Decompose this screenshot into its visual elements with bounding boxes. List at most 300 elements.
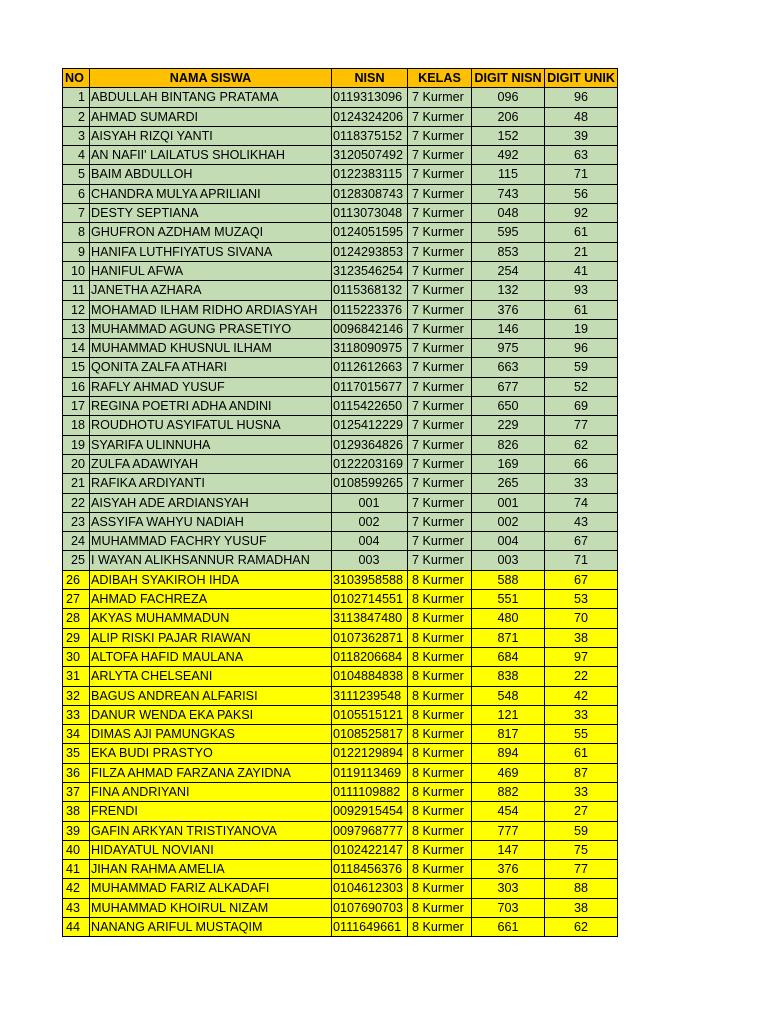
cell-no[interactable]: 44 xyxy=(63,918,90,937)
cell-nama-siswa[interactable]: AKYAS MUHAMMADUN xyxy=(90,609,332,628)
cell-digit-unik[interactable]: 21 xyxy=(545,242,618,261)
table-row xyxy=(63,416,618,435)
cell-digit-unik[interactable]: 77 xyxy=(545,860,618,879)
cell-digit-nisn[interactable]: 480 xyxy=(472,609,545,628)
cell-no[interactable]: 30 xyxy=(63,647,90,666)
cell-digit-nisn[interactable]: 376 xyxy=(472,300,545,319)
cell-kelas[interactable]: 7 Kurmer xyxy=(408,551,472,570)
cell-digit-unik[interactable]: 48 xyxy=(545,107,618,126)
cell-kelas[interactable]: 7 Kurmer xyxy=(408,454,472,473)
cell-nama-siswa[interactable]: ZULFA ADAWIYAH xyxy=(90,454,332,473)
cell-nisn[interactable]: 0124051595 xyxy=(332,223,408,242)
table-row xyxy=(63,744,618,763)
cell-digit-nisn[interactable]: 152 xyxy=(472,126,545,145)
cell-nama-siswa[interactable]: FINA ANDRIYANI xyxy=(90,782,332,801)
cell-nama-siswa[interactable]: ROUDHOTU ASYIFATUL HUSNA xyxy=(90,416,332,435)
cell-digit-nisn[interactable]: 115 xyxy=(472,165,545,184)
cell-no[interactable]: 4 xyxy=(63,146,90,165)
cell-no[interactable]: 26 xyxy=(63,570,90,589)
cell-nisn[interactable]: 0102422147 xyxy=(332,840,408,859)
cell-no[interactable]: 6 xyxy=(63,184,90,203)
cell-no[interactable]: 27 xyxy=(63,590,90,609)
cell-kelas[interactable]: 7 Kurmer xyxy=(408,493,472,512)
table-row xyxy=(63,126,618,145)
cell-nisn[interactable]: 0128308743 xyxy=(332,184,408,203)
cell-digit-unik[interactable]: 67 xyxy=(545,570,618,589)
cell-no[interactable]: 12 xyxy=(63,300,90,319)
table-row xyxy=(63,261,618,280)
cell-kelas[interactable]: 7 Kurmer xyxy=(408,184,472,203)
cell-no[interactable]: 33 xyxy=(63,705,90,724)
cell-nama-siswa[interactable]: MUHAMMAD FARIZ ALKADAFI xyxy=(90,879,332,898)
cell-digit-nisn[interactable]: 169 xyxy=(472,454,545,473)
cell-digit-unik[interactable]: 92 xyxy=(545,204,618,223)
cell-kelas[interactable]: 7 Kurmer xyxy=(408,512,472,531)
cell-no[interactable]: 20 xyxy=(63,454,90,473)
cell-nama-siswa[interactable]: MUHAMMAD KHOIRUL NIZAM xyxy=(90,898,332,917)
cell-no[interactable]: 42 xyxy=(63,879,90,898)
cell-no[interactable]: 1 xyxy=(63,88,90,107)
cell-no[interactable]: 21 xyxy=(63,474,90,493)
table-row xyxy=(63,898,618,917)
cell-kelas[interactable]: 7 Kurmer xyxy=(408,107,472,126)
cell-no[interactable]: 11 xyxy=(63,281,90,300)
cell-nama-siswa[interactable]: CHANDRA MULYA APRILIANI xyxy=(90,184,332,203)
cell-digit-unik[interactable]: 97 xyxy=(545,647,618,666)
table-row xyxy=(63,840,618,859)
cell-digit-nisn[interactable]: 096 xyxy=(472,88,545,107)
cell-nisn[interactable]: 004 xyxy=(332,532,408,551)
cell-nisn[interactable]: 0119313096 xyxy=(332,88,408,107)
cell-no[interactable]: 9 xyxy=(63,242,90,261)
cell-nama-siswa[interactable]: ASSYIFA WAHYU NADIAH xyxy=(90,512,332,531)
cell-kelas[interactable]: 8 Kurmer xyxy=(408,763,472,782)
cell-nama-siswa[interactable]: EKA BUDI PRASTYO xyxy=(90,744,332,763)
cell-nisn[interactable]: 0097968777 xyxy=(332,821,408,840)
cell-nama-siswa[interactable]: BAIM ABDULLOH xyxy=(90,165,332,184)
cell-digit-unik[interactable]: 19 xyxy=(545,319,618,338)
table-row xyxy=(63,397,618,416)
cell-kelas[interactable]: 7 Kurmer xyxy=(408,358,472,377)
cell-digit-nisn[interactable]: 871 xyxy=(472,628,545,647)
cell-digit-unik[interactable]: 41 xyxy=(545,261,618,280)
cell-digit-nisn[interactable]: 454 xyxy=(472,802,545,821)
cell-no[interactable]: 10 xyxy=(63,261,90,280)
cell-digit-nisn[interactable]: 147 xyxy=(472,840,545,859)
cell-nisn[interactable]: 0105515121 xyxy=(332,705,408,724)
cell-digit-nisn[interactable]: 492 xyxy=(472,146,545,165)
cell-nisn[interactable]: 3113847480 xyxy=(332,609,408,628)
cell-nama-siswa[interactable]: DANUR WENDA EKA PAKSI xyxy=(90,705,332,724)
table-row xyxy=(63,686,618,705)
table-row xyxy=(63,570,618,589)
cell-no[interactable]: 24 xyxy=(63,532,90,551)
table-row xyxy=(63,146,618,165)
cell-no[interactable]: 43 xyxy=(63,898,90,917)
table-row xyxy=(63,782,618,801)
cell-digit-unik[interactable]: 55 xyxy=(545,725,618,744)
cell-nama-siswa[interactable]: AISYAH ADE ARDIANSYAH xyxy=(90,493,332,512)
cell-digit-unik[interactable]: 22 xyxy=(545,667,618,686)
cell-kelas[interactable]: 7 Kurmer xyxy=(408,281,472,300)
cell-no[interactable]: 39 xyxy=(63,821,90,840)
table-row xyxy=(63,918,618,937)
cell-no[interactable]: 18 xyxy=(63,416,90,435)
cell-kelas[interactable]: 7 Kurmer xyxy=(408,416,472,435)
cell-no[interactable]: 40 xyxy=(63,840,90,859)
cell-kelas[interactable]: 8 Kurmer xyxy=(408,898,472,917)
cell-no[interactable]: 7 xyxy=(63,204,90,223)
cell-nisn[interactable]: 3120507492 xyxy=(332,146,408,165)
cell-nama-siswa[interactable]: AHMAD SUMARDI xyxy=(90,107,332,126)
cell-kelas[interactable]: 8 Kurmer xyxy=(408,590,472,609)
cell-digit-nisn[interactable]: 001 xyxy=(472,493,545,512)
cell-digit-unik[interactable]: 38 xyxy=(545,898,618,917)
cell-digit-unik[interactable]: 33 xyxy=(545,474,618,493)
cell-kelas[interactable]: 7 Kurmer xyxy=(408,397,472,416)
cell-digit-unik[interactable]: 87 xyxy=(545,763,618,782)
cell-no[interactable]: 19 xyxy=(63,435,90,454)
table-row xyxy=(63,184,618,203)
cell-kelas[interactable]: 8 Kurmer xyxy=(408,667,472,686)
cell-nisn[interactable]: 0107690703 xyxy=(332,898,408,917)
cell-digit-nisn[interactable]: 146 xyxy=(472,319,545,338)
cell-no[interactable]: 2 xyxy=(63,107,90,126)
cell-kelas[interactable]: 7 Kurmer xyxy=(408,532,472,551)
header-digit-nisn[interactable]: DIGIT NISN xyxy=(472,69,545,88)
cell-no[interactable]: 23 xyxy=(63,512,90,531)
cell-nama-siswa[interactable]: GHUFRON AZDHAM MUZAQI xyxy=(90,223,332,242)
cell-digit-unik[interactable]: 75 xyxy=(545,840,618,859)
cell-nisn[interactable]: 001 xyxy=(332,493,408,512)
cell-digit-nisn[interactable]: 002 xyxy=(472,512,545,531)
table-row xyxy=(63,705,618,724)
cell-digit-nisn[interactable]: 677 xyxy=(472,377,545,396)
cell-no[interactable]: 5 xyxy=(63,165,90,184)
cell-nama-siswa[interactable]: MUHAMMAD AGUNG PRASETIYO xyxy=(90,319,332,338)
cell-nisn[interactable]: 003 xyxy=(332,551,408,570)
cell-kelas[interactable]: 8 Kurmer xyxy=(408,744,472,763)
cell-nama-siswa[interactable]: HANIFUL AFWA xyxy=(90,261,332,280)
header-no[interactable]: NO xyxy=(63,69,90,88)
cell-nisn[interactable]: 0122129894 xyxy=(332,744,408,763)
cell-digit-unik[interactable]: 61 xyxy=(545,744,618,763)
cell-nisn[interactable]: 0111109882 xyxy=(332,782,408,801)
cell-digit-unik[interactable]: 96 xyxy=(545,88,618,107)
cell-kelas[interactable]: 7 Kurmer xyxy=(408,435,472,454)
cell-digit-unik[interactable]: 59 xyxy=(545,358,618,377)
cell-digit-nisn[interactable]: 826 xyxy=(472,435,545,454)
cell-no[interactable]: 16 xyxy=(63,377,90,396)
table-body xyxy=(63,88,618,937)
cell-kelas[interactable]: 8 Kurmer xyxy=(408,570,472,589)
cell-nisn[interactable]: 0104884838 xyxy=(332,667,408,686)
cell-digit-unik[interactable]: 33 xyxy=(545,705,618,724)
cell-digit-nisn[interactable]: 003 xyxy=(472,551,545,570)
cell-no[interactable]: 15 xyxy=(63,358,90,377)
header-nisn[interactable]: NISN xyxy=(332,69,408,88)
cell-nama-siswa[interactable]: QONITA ZALFA ATHARI xyxy=(90,358,332,377)
cell-nama-siswa[interactable]: AN NAFII' LAILATUS SHOLIKHAH xyxy=(90,146,332,165)
cell-nisn[interactable]: 0107362871 xyxy=(332,628,408,647)
cell-kelas[interactable]: 7 Kurmer xyxy=(408,223,472,242)
cell-digit-nisn[interactable]: 853 xyxy=(472,242,545,261)
cell-kelas[interactable]: 8 Kurmer xyxy=(408,860,472,879)
cell-nisn[interactable]: 3118090975 xyxy=(332,339,408,358)
cell-no[interactable]: 29 xyxy=(63,628,90,647)
cell-nama-siswa[interactable]: AISYAH RIZQI YANTI xyxy=(90,126,332,145)
cell-digit-nisn[interactable]: 975 xyxy=(472,339,545,358)
cell-digit-nisn[interactable]: 838 xyxy=(472,667,545,686)
cell-digit-nisn[interactable]: 661 xyxy=(472,918,545,937)
cell-digit-nisn[interactable]: 265 xyxy=(472,474,545,493)
cell-no[interactable]: 8 xyxy=(63,223,90,242)
cell-no[interactable]: 41 xyxy=(63,860,90,879)
cell-nisn[interactable]: 0113073048 xyxy=(332,204,408,223)
cell-kelas[interactable]: 7 Kurmer xyxy=(408,319,472,338)
cell-digit-nisn[interactable]: 469 xyxy=(472,763,545,782)
cell-no[interactable]: 37 xyxy=(63,782,90,801)
table-row xyxy=(63,628,618,647)
cell-digit-unik[interactable]: 93 xyxy=(545,281,618,300)
cell-nisn[interactable]: 0129364826 xyxy=(332,435,408,454)
cell-kelas[interactable]: 7 Kurmer xyxy=(408,165,472,184)
cell-nisn[interactable]: 0122203169 xyxy=(332,454,408,473)
cell-digit-unik[interactable]: 62 xyxy=(545,435,618,454)
cell-nisn[interactable]: 0122383115 xyxy=(332,165,408,184)
cell-digit-unik[interactable]: 69 xyxy=(545,397,618,416)
cell-nisn[interactable]: 0115368132 xyxy=(332,281,408,300)
table-row xyxy=(63,590,618,609)
table-row xyxy=(63,377,618,396)
cell-digit-nisn[interactable]: 743 xyxy=(472,184,545,203)
table-row xyxy=(63,435,618,454)
cell-nama-siswa[interactable]: I WAYAN ALIKHSANNUR RAMADHAN xyxy=(90,551,332,570)
cell-digit-unik[interactable]: 66 xyxy=(545,454,618,473)
cell-no[interactable]: 34 xyxy=(63,725,90,744)
cell-nisn[interactable]: 0108599265 xyxy=(332,474,408,493)
cell-nisn[interactable]: 0118206684 xyxy=(332,647,408,666)
table-row xyxy=(63,165,618,184)
cell-digit-nisn[interactable]: 703 xyxy=(472,898,545,917)
cell-digit-unik[interactable]: 74 xyxy=(545,493,618,512)
cell-nama-siswa[interactable]: AHMAD FACHREZA xyxy=(90,590,332,609)
cell-digit-unik[interactable]: 53 xyxy=(545,590,618,609)
cell-nama-siswa[interactable]: MUHAMMAD KHUSNUL ILHAM xyxy=(90,339,332,358)
cell-nisn[interactable]: 3111239548 xyxy=(332,686,408,705)
cell-nama-siswa[interactable]: MOHAMAD ILHAM RIDHO ARDIASYAH xyxy=(90,300,332,319)
cell-nama-siswa[interactable]: ADIBAH SYAKIROH IHDA xyxy=(90,570,332,589)
cell-no[interactable]: 22 xyxy=(63,493,90,512)
cell-kelas[interactable]: 7 Kurmer xyxy=(408,300,472,319)
cell-digit-unik[interactable]: 38 xyxy=(545,628,618,647)
cell-digit-unik[interactable]: 61 xyxy=(545,300,618,319)
cell-nisn[interactable]: 0112612663 xyxy=(332,358,408,377)
cell-kelas[interactable]: 8 Kurmer xyxy=(408,705,472,724)
header-kelas[interactable]: KELAS xyxy=(408,69,472,88)
cell-kelas[interactable]: 7 Kurmer xyxy=(408,377,472,396)
cell-digit-unik[interactable]: 70 xyxy=(545,609,618,628)
cell-nama-siswa[interactable]: JIHAN RAHMA AMELIA xyxy=(90,860,332,879)
cell-no[interactable]: 14 xyxy=(63,339,90,358)
cell-kelas[interactable]: 7 Kurmer xyxy=(408,88,472,107)
cell-no[interactable]: 35 xyxy=(63,744,90,763)
cell-kelas[interactable]: 7 Kurmer xyxy=(408,474,472,493)
cell-digit-nisn[interactable]: 777 xyxy=(472,821,545,840)
cell-kelas[interactable]: 8 Kurmer xyxy=(408,782,472,801)
table-row xyxy=(63,667,618,686)
cell-nisn[interactable]: 0124324206 xyxy=(332,107,408,126)
cell-digit-unik[interactable]: 63 xyxy=(545,146,618,165)
cell-nama-siswa[interactable]: REGINA POETRI ADHA ANDINI xyxy=(90,397,332,416)
cell-kelas[interactable]: 7 Kurmer xyxy=(408,126,472,145)
cell-nisn[interactable]: 0124293853 xyxy=(332,242,408,261)
cell-nama-siswa[interactable]: FILZA AHMAD FARZANA ZAYIDNA xyxy=(90,763,332,782)
cell-nama-siswa[interactable]: MUHAMMAD FACHRY YUSUF xyxy=(90,532,332,551)
cell-nama-siswa[interactable]: DESTY SEPTIANA xyxy=(90,204,332,223)
cell-kelas[interactable]: 8 Kurmer xyxy=(408,686,472,705)
cell-kelas[interactable]: 8 Kurmer xyxy=(408,918,472,937)
cell-nisn[interactable]: 0096842146 xyxy=(332,319,408,338)
cell-kelas[interactable]: 8 Kurmer xyxy=(408,628,472,647)
cell-digit-unik[interactable]: 96 xyxy=(545,339,618,358)
cell-digit-nisn[interactable]: 376 xyxy=(472,860,545,879)
cell-nama-siswa[interactable]: ABDULLAH BINTANG PRATAMA xyxy=(90,88,332,107)
cell-nisn[interactable]: 0102714551 xyxy=(332,590,408,609)
cell-digit-unik[interactable]: 59 xyxy=(545,821,618,840)
cell-digit-unik[interactable]: 42 xyxy=(545,686,618,705)
header-row xyxy=(63,69,618,88)
cell-digit-nisn[interactable]: 206 xyxy=(472,107,545,126)
cell-nama-siswa[interactable]: RAFIKA ARDIYANTI xyxy=(90,474,332,493)
cell-kelas[interactable]: 8 Kurmer xyxy=(408,725,472,744)
cell-nisn[interactable]: 0111649661 xyxy=(332,918,408,937)
cell-nama-siswa[interactable]: JANETHA AZHARA xyxy=(90,281,332,300)
cell-digit-unik[interactable]: 67 xyxy=(545,532,618,551)
cell-nisn[interactable]: 3123546254 xyxy=(332,261,408,280)
cell-nama-siswa[interactable]: SYARIFA ULINNUHA xyxy=(90,435,332,454)
cell-digit-nisn[interactable]: 894 xyxy=(472,744,545,763)
table-row xyxy=(63,725,618,744)
table-row xyxy=(63,88,618,107)
cell-nisn[interactable]: 0125412229 xyxy=(332,416,408,435)
cell-nisn[interactable]: 0117015677 xyxy=(332,377,408,396)
cell-nama-siswa[interactable]: NANANG ARIFUL MUSTAQIM xyxy=(90,918,332,937)
cell-no[interactable]: 28 xyxy=(63,609,90,628)
cell-digit-unik[interactable]: 61 xyxy=(545,223,618,242)
cell-nama-siswa[interactable]: ALTOFA HAFID MAULANA xyxy=(90,647,332,666)
cell-nama-siswa[interactable]: DIMAS AJI PAMUNGKAS xyxy=(90,725,332,744)
cell-digit-nisn[interactable]: 551 xyxy=(472,590,545,609)
cell-digit-unik[interactable]: 71 xyxy=(545,551,618,570)
cell-digit-unik[interactable]: 27 xyxy=(545,802,618,821)
cell-nisn[interactable]: 0115223376 xyxy=(332,300,408,319)
cell-digit-nisn[interactable]: 548 xyxy=(472,686,545,705)
cell-digit-nisn[interactable]: 595 xyxy=(472,223,545,242)
cell-digit-nisn[interactable]: 650 xyxy=(472,397,545,416)
cell-digit-unik[interactable]: 52 xyxy=(545,377,618,396)
cell-nama-siswa[interactable]: ARLYTA CHELSEANI xyxy=(90,667,332,686)
cell-digit-nisn[interactable]: 004 xyxy=(472,532,545,551)
table-row xyxy=(63,358,618,377)
cell-nisn[interactable]: 0108525817 xyxy=(332,725,408,744)
cell-nisn[interactable]: 3103958588 xyxy=(332,570,408,589)
table-row xyxy=(63,474,618,493)
cell-digit-unik[interactable]: 39 xyxy=(545,126,618,145)
cell-nama-siswa[interactable]: GAFIN ARKYAN TRISTIYANOVA xyxy=(90,821,332,840)
cell-kelas[interactable]: 8 Kurmer xyxy=(408,840,472,859)
cell-digit-nisn[interactable]: 817 xyxy=(472,725,545,744)
cell-no[interactable]: 31 xyxy=(63,667,90,686)
header-digit-unik[interactable]: DIGIT UNIK xyxy=(545,69,618,88)
cell-digit-nisn[interactable]: 121 xyxy=(472,705,545,724)
cell-no[interactable]: 38 xyxy=(63,802,90,821)
cell-kelas[interactable]: 8 Kurmer xyxy=(408,802,472,821)
header-nama-siswa[interactable]: NAMA SISWA xyxy=(90,69,332,88)
cell-digit-nisn[interactable]: 303 xyxy=(472,879,545,898)
cell-nama-siswa[interactable]: HANIFA LUTHFIYATUS SIVANA xyxy=(90,242,332,261)
cell-no[interactable]: 17 xyxy=(63,397,90,416)
cell-nama-siswa[interactable]: HIDAYATUL NOVIANI xyxy=(90,840,332,859)
cell-no[interactable]: 3 xyxy=(63,126,90,145)
cell-kelas[interactable]: 8 Kurmer xyxy=(408,821,472,840)
cell-nisn[interactable]: 0092915454 xyxy=(332,802,408,821)
cell-nisn[interactable]: 0115422650 xyxy=(332,397,408,416)
cell-no[interactable]: 25 xyxy=(63,551,90,570)
cell-digit-nisn[interactable]: 882 xyxy=(472,782,545,801)
cell-kelas[interactable]: 7 Kurmer xyxy=(408,339,472,358)
cell-kelas[interactable]: 8 Kurmer xyxy=(408,609,472,628)
cell-digit-unik[interactable]: 56 xyxy=(545,184,618,203)
cell-nisn[interactable]: 002 xyxy=(332,512,408,531)
cell-no[interactable]: 36 xyxy=(63,763,90,782)
cell-nama-siswa[interactable]: FRENDI xyxy=(90,802,332,821)
cell-digit-unik[interactable]: 88 xyxy=(545,879,618,898)
cell-nama-siswa[interactable]: BAGUS ANDREAN ALFARISI xyxy=(90,686,332,705)
cell-nisn[interactable]: 0119113469 xyxy=(332,763,408,782)
cell-digit-nisn[interactable]: 663 xyxy=(472,358,545,377)
student-table xyxy=(62,68,618,937)
cell-kelas[interactable]: 8 Kurmer xyxy=(408,647,472,666)
cell-kelas[interactable]: 7 Kurmer xyxy=(408,242,472,261)
cell-digit-nisn[interactable]: 254 xyxy=(472,261,545,280)
cell-kelas[interactable]: 7 Kurmer xyxy=(408,261,472,280)
cell-kelas[interactable]: 7 Kurmer xyxy=(408,204,472,223)
cell-digit-nisn[interactable]: 684 xyxy=(472,647,545,666)
cell-nisn[interactable]: 0118375152 xyxy=(332,126,408,145)
cell-digit-nisn[interactable]: 048 xyxy=(472,204,545,223)
cell-digit-unik[interactable]: 33 xyxy=(545,782,618,801)
cell-digit-unik[interactable]: 77 xyxy=(545,416,618,435)
cell-digit-nisn[interactable]: 229 xyxy=(472,416,545,435)
cell-nama-siswa[interactable]: RAFLY AHMAD YUSUF xyxy=(90,377,332,396)
cell-no[interactable]: 13 xyxy=(63,319,90,338)
table-row xyxy=(63,532,618,551)
cell-no[interactable]: 32 xyxy=(63,686,90,705)
cell-nama-siswa[interactable]: ALIP RISKI PAJAR RIAWAN xyxy=(90,628,332,647)
cell-nisn[interactable]: 0104612303 xyxy=(332,879,408,898)
student-sheet xyxy=(62,68,618,937)
cell-digit-nisn[interactable]: 132 xyxy=(472,281,545,300)
cell-kelas[interactable]: 7 Kurmer xyxy=(408,146,472,165)
cell-digit-nisn[interactable]: 588 xyxy=(472,570,545,589)
table-row xyxy=(63,609,618,628)
cell-kelas[interactable]: 8 Kurmer xyxy=(408,879,472,898)
cell-digit-unik[interactable]: 43 xyxy=(545,512,618,531)
cell-digit-unik[interactable]: 62 xyxy=(545,918,618,937)
cell-nisn[interactable]: 0118456376 xyxy=(332,860,408,879)
cell-digit-unik[interactable]: 71 xyxy=(545,165,618,184)
